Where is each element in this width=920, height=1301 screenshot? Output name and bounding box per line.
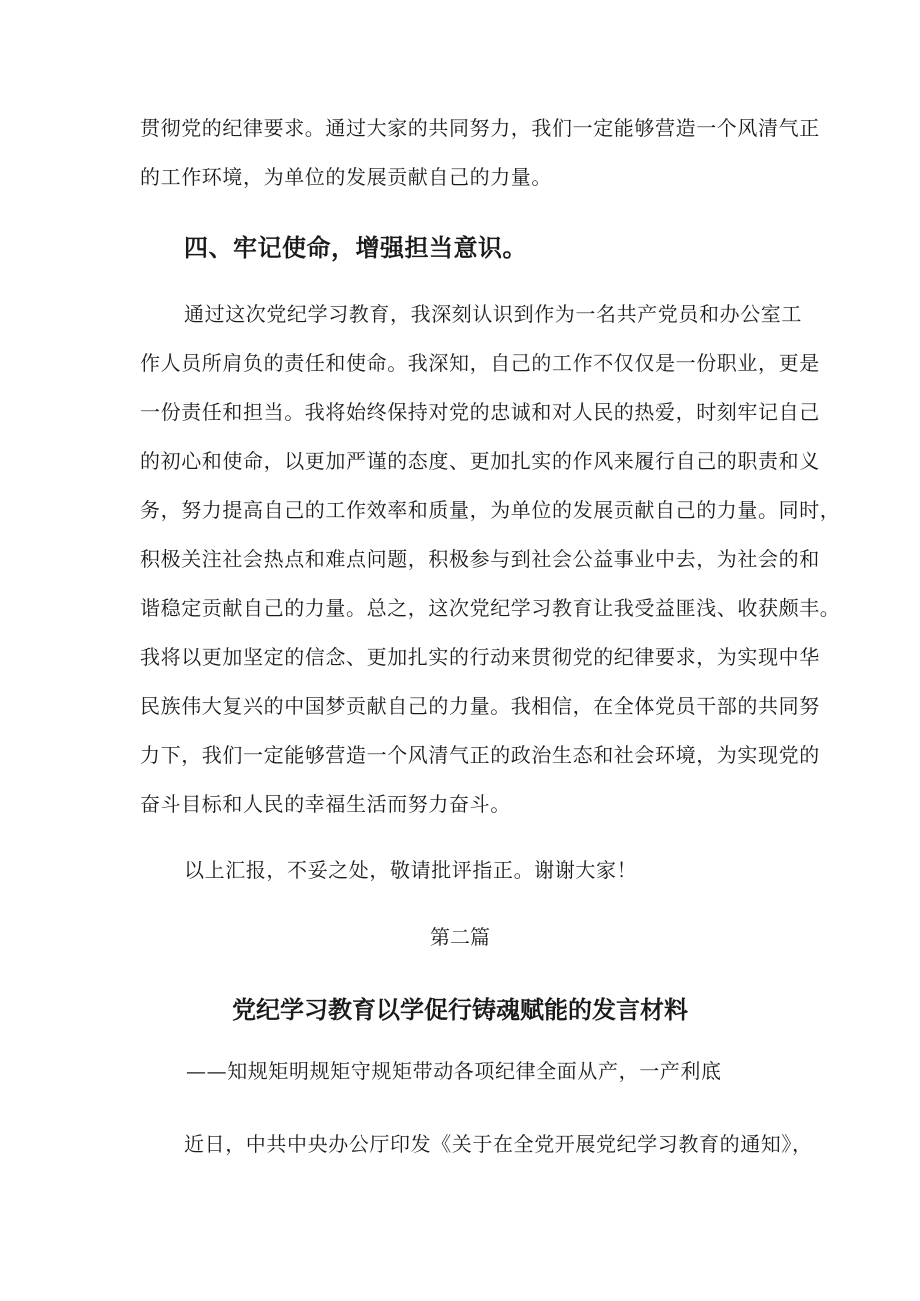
paragraph-line: 一份责任和担当。我将始终保持对党的忠诚和对人民的热爱，时刻牢记自己 bbox=[140, 400, 820, 424]
paragraph-line: 作人员所肩负的责任和使命。我深知，自己的工作不仅仅是一份职业，更是 bbox=[140, 351, 820, 375]
part-label: 第二篇 bbox=[430, 925, 490, 949]
document-title: 党纪学习教育以学促行铸魂赋能的发言材料 bbox=[232, 996, 688, 1024]
paragraph-line: 谐稳定贡献自己的力量。总之，这次党纪学习教育让我受益匪浅、收获颇丰。 bbox=[140, 596, 841, 620]
paragraph-line: 务，努力提高自己的工作效率和质量，为单位的发展贡献自己的力量。同时， bbox=[140, 498, 841, 522]
paragraph-line: 积极关注社会热点和难点问题，积极参与到社会公益事业中去，为社会的和 bbox=[140, 547, 820, 571]
paragraph-line: 我将以更加坚定的信念、更加扎实的行动来贯彻党的纪律要求，为实现中华 bbox=[140, 645, 820, 669]
paragraph-line: 近日，中共中央办公厅印发《关于在全党开展党纪学习教育的通知》， bbox=[184, 1132, 813, 1156]
document-subtitle: ——知规矩明规矩守规矩带动各项纪律全面从产，一产利底 bbox=[186, 1059, 722, 1083]
paragraph-line: 通过这次党纪学习教育，我深刻认识到作为一名共产党员和办公室工 bbox=[184, 302, 802, 326]
paragraph-line: 奋斗目标和人民的幸福生活而努力奋斗。 bbox=[140, 792, 511, 816]
paragraph-line: 民族伟大复兴的中国梦贡献自己的力量。我相信，在全体党员干部的共同努 bbox=[140, 694, 820, 718]
closing-line: 以上汇报，不妥之处，敬请批评指正。谢谢大家！ bbox=[184, 858, 638, 882]
section-heading: 四、牢记使命，增强担当意识。 bbox=[184, 234, 527, 262]
paragraph-line: 的工作环境，为单位的发展贡献自己的力量。 bbox=[140, 165, 552, 189]
paragraph-line: 贯彻党的纪律要求。通过大家的共同努力，我们一定能够营造一个风清气正 bbox=[140, 116, 820, 140]
paragraph-line: 的初心和使命，以更加严谨的态度、更加扎实的作风来履行自己的职责和义 bbox=[140, 449, 820, 473]
paragraph-line: 力下，我们一定能够营造一个风清气正的政治生态和社会环境，为实现党的 bbox=[140, 743, 820, 767]
